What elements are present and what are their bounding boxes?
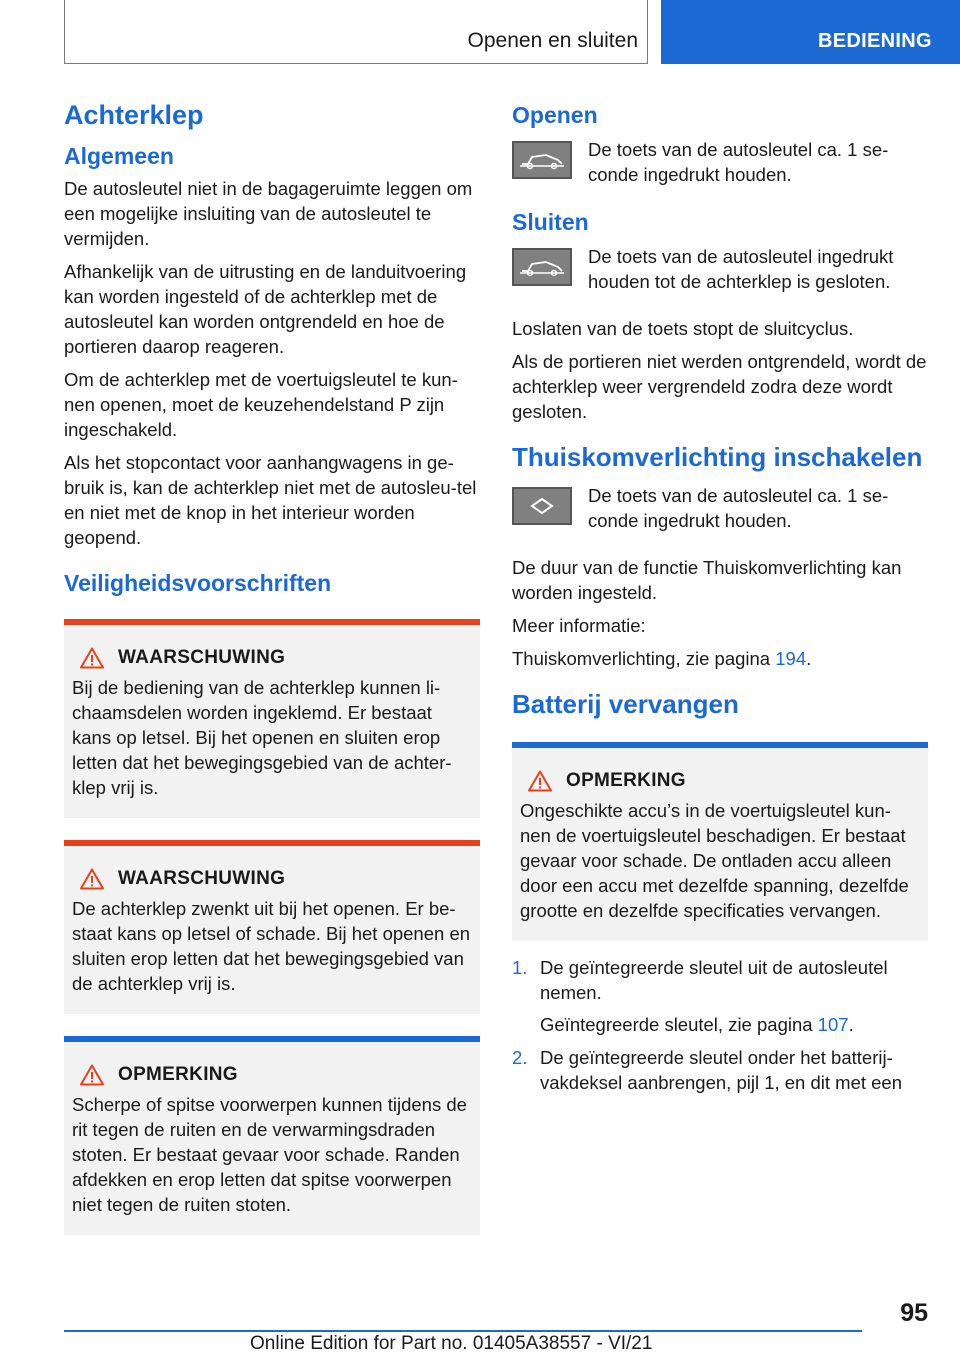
- paragraph: De duur van de functie Thuiskomverlichting kan worden ingesteld.: [512, 557, 902, 603]
- tailgate-key-icon: [512, 248, 572, 286]
- step-text: De geïntegreerde sleutel uit de autosleutel nemen.: [540, 957, 888, 1003]
- paragraph: Als het stopcontact voor aanhangwagens in ge-bruik is, kan de achterklep niet met de autosleu-tel en niet met de knop in het interieur worden geopend.: [64, 452, 477, 548]
- step-list: [512, 955, 928, 1095]
- step-number: 1.: [512, 957, 528, 978]
- section-heading-battery: Batterij vervangen: [512, 689, 739, 719]
- step-text: De geïntegreerde sleutel onder het batterij-vakdeksel aanbrengen, pijl 1, en dit met een: [540, 1047, 903, 1093]
- note-box: [512, 742, 928, 941]
- warning-text: Bij de bediening van de achterklep kunnen li-chaamsdelen worden ingeklemd. Er bestaat kans op letsel. Bij het openen en sluiten erop letten dat het bewegingsgebied van de achter-klep vrij is.: [72, 677, 452, 798]
- list-item: [512, 1045, 928, 1095]
- section-heading-general: Algemeen: [64, 143, 174, 169]
- warning-triangle-icon: [528, 770, 552, 792]
- section-heading-safety: Veiligheidsvoorschriften: [64, 570, 332, 596]
- tailgate-key-icon: [512, 141, 572, 179]
- footer-divider: [64, 1330, 862, 1332]
- right-column: [512, 96, 928, 1102]
- note-box: [64, 1036, 480, 1235]
- footer-edition: Online Edition for Part no. 01405A38557 - VI/21: [250, 1333, 653, 1354]
- list-item: [512, 955, 928, 1005]
- section-heading-open: Openen: [512, 102, 598, 128]
- paragraph: Loslaten van de toets stopt de sluitcyclus.: [512, 318, 854, 339]
- warning-title: WAARSCHUWING: [118, 868, 286, 889]
- step-number: 2.: [512, 1047, 528, 1068]
- open-instruction: De toets van de autosleutel ca. 1 se-conde ingedrukt houden.: [588, 139, 889, 185]
- paragraph: Om de achterklep met de voertuigsleutel te kun-nen openen, moet de keuzehendelstand P zijn ingeschakeld.: [64, 369, 458, 440]
- note-text: Ongeschikte accu’s in de voertuigsleutel kun-nen de voertuigsleutel beschadigen. Er bestaat gevaar voor schade. De ontladen accu alleen door een accu met dezelfde spanning, dezelfde grootte en dezelfde specificaties vervangen.: [520, 800, 909, 921]
- warning-title: WAARSCHUWING: [118, 647, 286, 668]
- warning-triangle-icon: [80, 868, 104, 890]
- section-heading-home-lighting: Thuiskomverlichting inschakelen: [512, 442, 923, 472]
- cross-reference: Thuiskomverlichting, zie pagina 194.: [512, 648, 812, 669]
- page-link[interactable]: 107: [817, 1014, 849, 1035]
- section-heading-close: Sluiten: [512, 209, 589, 235]
- paragraph: De autosleutel niet in de bagageruimte leggen om een mogelijke insluiting van de autosleutel te vermijden.: [64, 178, 473, 249]
- header-chapter-tab[interactable]: BEDIENING: [661, 0, 960, 64]
- paragraph: Meer informatie:: [512, 615, 646, 636]
- warning-triangle-icon: [80, 1064, 104, 1086]
- header-section-title: Openen en sluiten: [467, 29, 638, 52]
- page-number: 95: [900, 1299, 928, 1327]
- warning-triangle-icon: [80, 647, 104, 669]
- close-instruction: De toets van de autosleutel ingedrukt houden tot de achterklep is gesloten.: [588, 246, 894, 292]
- paragraph: Als de portieren niet werden ontgrendeld, wordt de achterklep weer vergrendeld zodra deze wordt gesloten.: [512, 351, 927, 422]
- note-title: OPMERKING: [118, 1064, 238, 1085]
- warning-text: De achterklep zwenkt uit bij het openen. Er be-staat kans op letsel of schade. Bij het openen en sluiten erop letten dat het bewegingsgebied van de achterklep vrij is.: [72, 898, 471, 994]
- cross-reference: Geïntegreerde sleutel, zie pagina 107.: [540, 1014, 854, 1035]
- page-link[interactable]: 194: [775, 648, 807, 669]
- home-lighting-instruction: De toets van de autosleutel ca. 1 se-conde ingedrukt houden.: [588, 485, 889, 531]
- warning-box: [64, 619, 480, 818]
- light-key-icon: [512, 487, 572, 525]
- paragraph: Afhankelijk van de uitrusting en de landuitvoering kan worden ingesteld of de achterklep met de autosleutel kan worden ontgrendeld en hoe de portieren daarop reageren.: [64, 261, 467, 357]
- note-title: OPMERKING: [566, 770, 686, 791]
- left-column: [64, 96, 480, 1249]
- note-text: Scherpe of spitse voorwerpen kunnen tijdens de rit tegen de ruiten en de verwarmingsdraden stoten. Er bestaat gevaar voor schade. Randen afdekken en erop letten dat spitse voorwerpen niet tegen de ruiten stoten.: [72, 1094, 467, 1215]
- page-title: Achterklep: [64, 100, 204, 130]
- warning-box: [64, 840, 480, 1014]
